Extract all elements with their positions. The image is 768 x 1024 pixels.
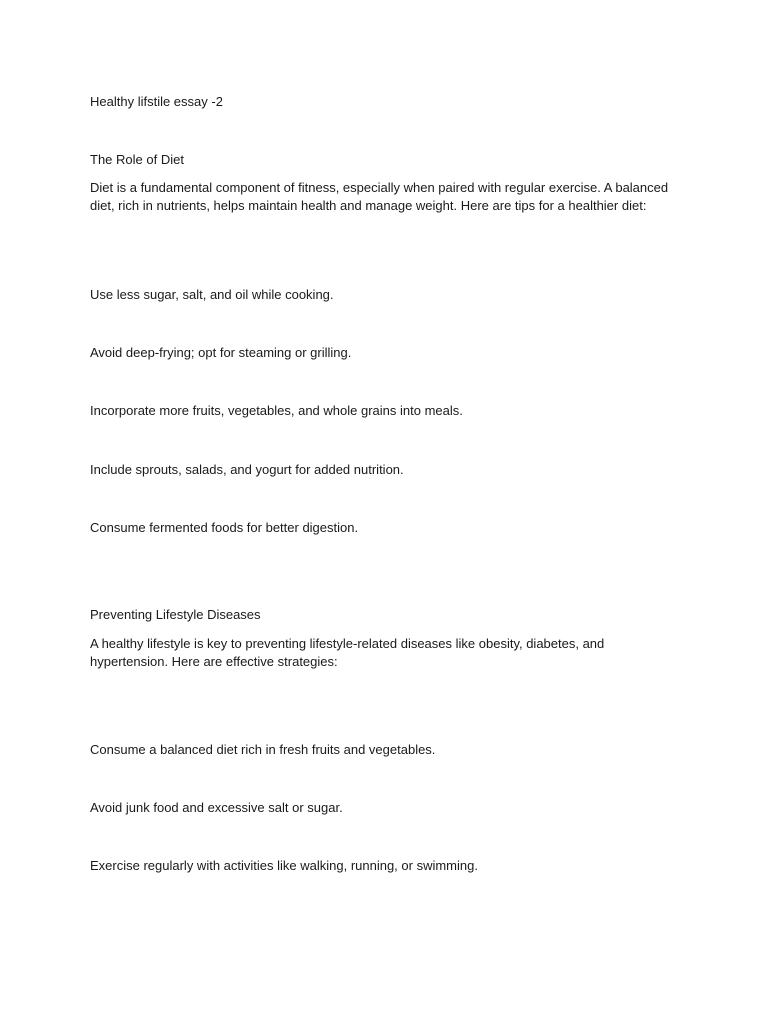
- diet-tip-item: Consume fermented foods for better digestion.: [90, 520, 359, 535]
- diet-tip-item: Incorporate more fruits, vegetables, and whole grains into meals.: [90, 403, 463, 418]
- strategy-item: Exercise regularly with activities like walking, running, or swimming.: [90, 858, 478, 873]
- strategy-item: Avoid junk food and excessive salt or sugar.: [90, 800, 343, 815]
- diet-tip-item: Use less sugar, salt, and oil while cooking.: [90, 287, 334, 302]
- section-heading-diet: The Role of Diet: [90, 152, 184, 167]
- strategy-item: Consume a balanced diet rich in fresh fruits and vegetables.: [90, 742, 436, 757]
- section-heading-diseases: Preventing Lifestyle Diseases: [90, 607, 261, 622]
- section-paragraph-diseases: A healthy lifestyle is key to preventing lifestyle-related diseases like obesity, diabetes, and hypertension. Here are effective strategies:: [90, 636, 605, 669]
- document-title: Healthy lifstile essay -2: [90, 94, 223, 109]
- diet-tip-item: Include sprouts, salads, and yogurt for added nutrition.: [90, 462, 404, 477]
- section-paragraph-diet: Diet is a fundamental component of fitness, especially when paired with regular exercise. A balanced diet, rich in nutrients, helps maintain health and manage weight. Here are tips for a healthier diet:: [90, 180, 669, 213]
- diet-tip-item: Avoid deep-frying; opt for steaming or grilling.: [90, 345, 352, 360]
